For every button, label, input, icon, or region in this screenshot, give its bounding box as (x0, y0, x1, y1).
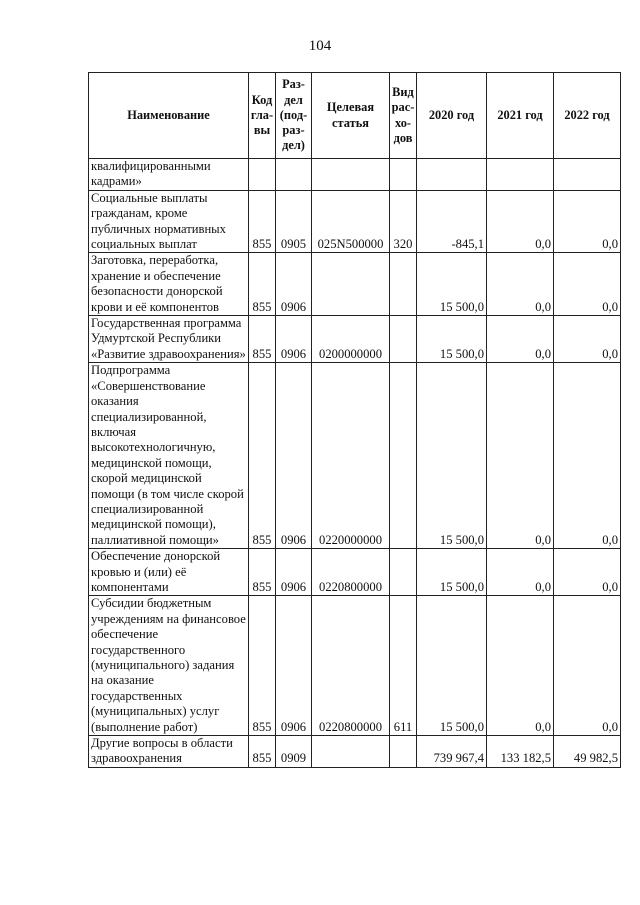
cell-chapter-code: 855 (249, 736, 276, 768)
cell-2021: 0,0 (487, 549, 554, 596)
table-body (89, 159, 621, 768)
cell-expense-type (390, 159, 417, 191)
table-row (89, 190, 621, 253)
cell-name: Заготовка, переработка, хранение и обеспечение безопасности донорской крови и её компонентов (89, 253, 249, 316)
cell-section: 0906 (276, 253, 312, 316)
cell-2022: 0,0 (554, 253, 621, 316)
cell-section: 0906 (276, 363, 312, 549)
cell-2022: 0,0 (554, 549, 621, 596)
cell-target: 0200000000 (312, 316, 390, 363)
cell-2021: 133 182,5 (487, 736, 554, 768)
cell-chapter-code: 855 (249, 316, 276, 363)
header-2021: 2021 год (487, 73, 554, 159)
cell-chapter-code: 855 (249, 549, 276, 596)
cell-chapter-code: 855 (249, 596, 276, 736)
cell-2020 (417, 159, 487, 191)
header-expense-type: Вид рас- хо- дов (390, 73, 417, 159)
cell-2020: 739 967,4 (417, 736, 487, 768)
cell-expense-type (390, 736, 417, 768)
cell-chapter-code (249, 159, 276, 191)
table-row (89, 596, 621, 736)
cell-section: 0909 (276, 736, 312, 768)
cell-target (312, 736, 390, 768)
cell-target: 0220800000 (312, 596, 390, 736)
cell-chapter-code: 855 (249, 190, 276, 253)
cell-name: Подпрограмма «Совершенствование оказания специализированной, включая высокотехнологичную, медицинской помощи, скорой медицинской помощи (в том числе скорой специализированной медицинской помощи), паллиативной помощи» (89, 363, 249, 549)
cell-2021: 0,0 (487, 596, 554, 736)
cell-target: 0220000000 (312, 363, 390, 549)
cell-2020: 15 500,0 (417, 316, 487, 363)
cell-2022: 0,0 (554, 316, 621, 363)
cell-name: Государственная программа Удмуртской Республики «Развитие здравоохранения» (89, 316, 249, 363)
header-2020: 2020 год (417, 73, 487, 159)
table-row (89, 316, 621, 363)
cell-section: 0906 (276, 596, 312, 736)
cell-section: 0906 (276, 316, 312, 363)
cell-2020: 15 500,0 (417, 363, 487, 549)
cell-2022: 0,0 (554, 363, 621, 549)
cell-target: 025N500000 (312, 190, 390, 253)
cell-chapter-code: 855 (249, 363, 276, 549)
cell-expense-type: 611 (390, 596, 417, 736)
cell-expense-type (390, 363, 417, 549)
cell-2021: 0,0 (487, 253, 554, 316)
header-chapter-code: Код гла- вы (249, 73, 276, 159)
cell-2021 (487, 159, 554, 191)
cell-2021: 0,0 (487, 316, 554, 363)
cell-expense-type (390, 316, 417, 363)
cell-chapter-code: 855 (249, 253, 276, 316)
header-2022: 2022 год (554, 73, 621, 159)
cell-2022: 49 982,5 (554, 736, 621, 768)
page-number: 104 (308, 38, 332, 54)
cell-name: Обеспечение донорской кровью и (или) её компонентами (89, 549, 249, 596)
cell-target (312, 159, 390, 191)
cell-target (312, 253, 390, 316)
cell-name: Другие вопросы в области здравоохранения (89, 736, 249, 768)
cell-name: квалифицированными кадрами» (89, 159, 249, 191)
cell-name: Социальные выплаты гражданам, кроме публичных нормативных социальных выплат (89, 190, 249, 253)
cell-2020: -845,1 (417, 190, 487, 253)
cell-name: Субсидии бюджетным учреждениям на финансовое обеспечение государственного (муниципального) задания на оказание государственных (муниципальных) услуг (выполнение работ) (89, 596, 249, 736)
cell-expense-type: 320 (390, 190, 417, 253)
header-section: Раз- дел (под- раз- дел) (276, 73, 312, 159)
table-row (89, 549, 621, 596)
cell-section: 0905 (276, 190, 312, 253)
table-header-row (89, 73, 621, 159)
table-row (89, 736, 621, 768)
cell-2021: 0,0 (487, 363, 554, 549)
cell-2022 (554, 159, 621, 191)
budget-table (88, 72, 621, 768)
cell-2021: 0,0 (487, 190, 554, 253)
cell-2020: 15 500,0 (417, 253, 487, 316)
cell-2022: 0,0 (554, 596, 621, 736)
header-target: Целевая статья (312, 73, 390, 159)
table-row (89, 253, 621, 316)
cell-expense-type (390, 253, 417, 316)
table-row (89, 363, 621, 549)
cell-2020: 15 500,0 (417, 596, 487, 736)
cell-expense-type (390, 549, 417, 596)
cell-2020: 15 500,0 (417, 549, 487, 596)
cell-section (276, 159, 312, 191)
cell-target: 0220800000 (312, 549, 390, 596)
cell-2022: 0,0 (554, 190, 621, 253)
header-name: Наименование (89, 73, 249, 159)
cell-section: 0906 (276, 549, 312, 596)
table-row (89, 159, 621, 191)
